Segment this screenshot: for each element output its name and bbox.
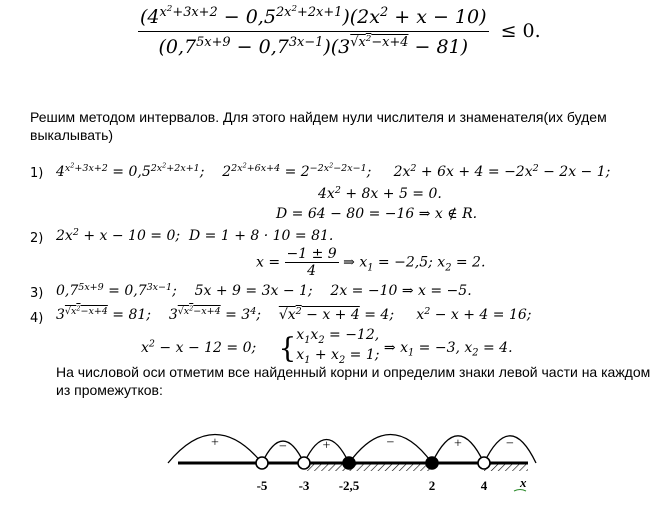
- sign-arc: [432, 436, 484, 463]
- open-point: [478, 457, 490, 469]
- hatch-region: [349, 463, 432, 471]
- point-label: -5: [256, 478, 268, 493]
- problem-fraction: [138, 6, 489, 58]
- sign-arc: [262, 441, 304, 463]
- point-label: -3: [298, 478, 310, 493]
- interval-sign: +: [454, 436, 462, 452]
- step-1-line-3: D = 64 − 80 = −16 ⇒ x ∉ R.: [276, 206, 478, 222]
- interval-sign: −: [386, 435, 395, 451]
- intro-paragraph: Решим методом интервалов. Для этого найдем нули числителя и знаменателя(их будем выкалывать): [30, 109, 607, 143]
- spell-underline: [514, 490, 526, 492]
- step-4-line-1: $3^{√x^2-x+4} = 81$; $3^{√x^2-x+4} = 3^4$; $√x^2 - x + 4 = 4$; $x^2 - x + 4 = 16$;: [56, 304, 532, 323]
- step-4-line-2: $x^2 - x - 12 = 0$; { $x_1x_2 = -12$, $x_1 + x_2 = 1$; ⇒ $x_1 = -3$, $x_2 = 4$.: [141, 327, 513, 366]
- sign-arc: [168, 435, 262, 464]
- step-1-line-1: $4^{x^2+3x+2} = 0,5^{2x^2+2x+1}$; $2^{2x^2+6x+4} = 2^{-2x^2-2x-1}$; $2x^2 + 6x + 4 = -2x^2 - 2x - 1$;: [56, 161, 611, 180]
- open-point: [298, 457, 310, 469]
- interval-sign: +: [211, 435, 219, 451]
- step-2-number: 2): [30, 231, 44, 246]
- filled-point: [343, 457, 355, 469]
- sign-arc: [304, 439, 349, 463]
- point-label: 4: [480, 478, 488, 493]
- interval-sign: +: [322, 438, 331, 454]
- step-1-line-2: $4x^2 + 8x + 5 = 0$.: [318, 184, 442, 202]
- vieta-system: $x_1x_2 = -12$, $x_1 + x_2 = 1$;: [296, 327, 380, 366]
- hatch-region: [304, 463, 349, 471]
- step-2-line-2: x = $\frac{-1 \pm 9}{4}$ ⇒ $x_1 = -2,5$; $x_2 = 2$.: [256, 246, 486, 279]
- open-point: [256, 457, 268, 469]
- point-label: 2: [428, 478, 436, 493]
- filled-point: [426, 457, 438, 469]
- problem-inequality: [138, 6, 541, 58]
- step-3-line-1: $0,7^{5x+9} = 0,7^{3x-1}$; 5x + 9 = 3x − 1; 2x = −10 ⇒ x = −5.: [56, 281, 472, 299]
- problem-numerator: $(4^{x^2+3x+2} - 0,5^{2x^2+2x+1})(2x^2 + x - 10)$: [140, 4, 487, 28]
- point-label: -2,5: [338, 478, 360, 493]
- hatch-region: [484, 463, 528, 471]
- sign-arc: [349, 435, 432, 464]
- interval-sign: −: [279, 439, 287, 455]
- problem-relation: ≤ 0.: [500, 20, 541, 42]
- sign-arc: [484, 436, 536, 463]
- problem-denominator: $(0,7^{5x+9} - 0,7^{3x-1})(3^{√x^2-x+4} - 81)$: [158, 34, 469, 58]
- step-3-number: 3): [30, 286, 44, 301]
- system-brace: {: [278, 331, 297, 365]
- step-4-number: 4): [30, 311, 44, 326]
- step-1-number: 1): [30, 166, 44, 181]
- conclusion-paragraph: На числовой оси отметим все найденный корни и определим знаки левой части на каждом из промежутков:: [56, 364, 651, 398]
- interval-sign: −: [506, 436, 514, 452]
- axis-label: x: [520, 475, 527, 490]
- step-2-line-1: $2x^2 + x - 10 = 0$; D = 1 + 8 · 10 = 81.: [56, 226, 334, 244]
